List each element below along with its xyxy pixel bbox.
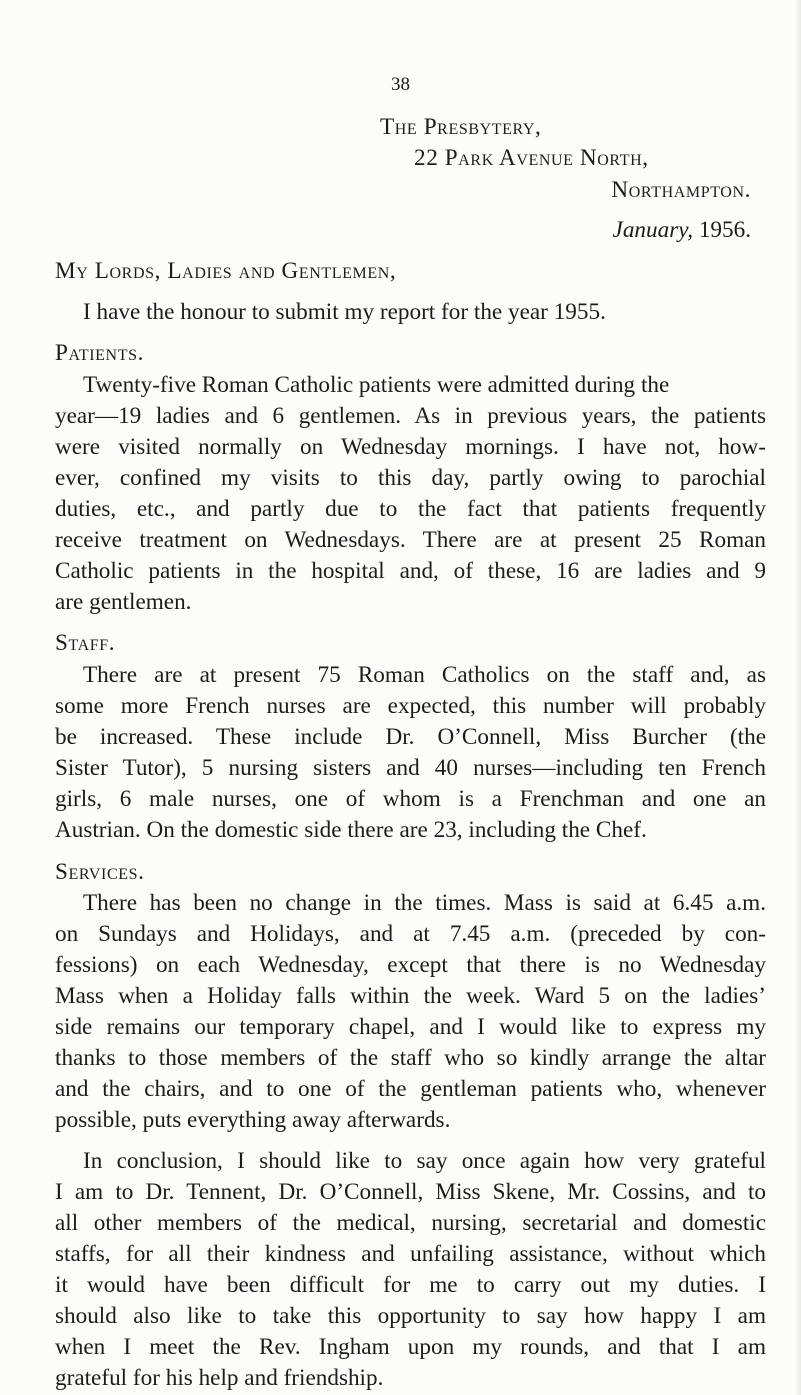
patients-line: are gentlemen. xyxy=(55,589,192,615)
patients-line: were visited normally on Wednesday mornings. I have not, how- xyxy=(55,434,766,460)
patients-line: year—19 ladies and 6 gentlemen. As in previous years, the patients xyxy=(55,403,766,429)
date-year: 1956. xyxy=(698,217,751,243)
staff-line: girls, 6 male nurses, one of whom is a Frenchman and one an xyxy=(55,786,766,812)
services-line: possible, puts everything away afterwards. xyxy=(55,1107,451,1133)
intro-text: I have the honour to submit my report for the year 1955. xyxy=(83,299,606,325)
staff-line: Austrian. On the domestic side there are 23, including the Chef. xyxy=(55,817,647,843)
conclusion-line: it would have been difficult for me to carry out my duties. I xyxy=(55,1272,766,1298)
page-edge-shadow xyxy=(795,0,801,1395)
services-line: and the chairs, and to one of the gentleman patients who, whenever xyxy=(55,1076,766,1102)
conclusion-line: staffs, for all their kindness and unfailing assistance, without which xyxy=(55,1241,766,1267)
conclusion-line: In conclusion, I should like to say once again how very grateful xyxy=(83,1148,766,1174)
conclusion-line: grateful for his help and friendship. xyxy=(55,1365,384,1391)
section-heading-services: Services. xyxy=(55,859,145,885)
services-line: side remains our temporary chapel, and I would like to express my xyxy=(55,1014,766,1040)
patients-line: Twenty-five Roman Catholic patients were admitted during the xyxy=(83,372,670,398)
section-heading-staff: Staff. xyxy=(55,630,116,656)
address-line-3: Northampton. xyxy=(611,177,751,203)
patients-line: receive treatment on Wednesdays. There are at present 25 Roman xyxy=(55,527,766,553)
services-line: thanks to those members of the staff who so kindly arrange the altar xyxy=(55,1045,766,1071)
patients-line: duties, etc., and partly due to the fact that patients frequently xyxy=(55,496,766,522)
staff-line: some more French nurses are expected, this number will probably xyxy=(55,693,766,719)
staff-line: There are at present 75 Roman Catholics on the staff and, as xyxy=(83,662,766,688)
services-line: There has been no change in the times. Mass is said at 6.45 a.m. xyxy=(83,890,766,916)
salutation: My Lords, Ladies and Gentlemen, xyxy=(55,258,397,284)
services-line: Mass when a Holiday falls within the week. Ward 5 on the ladies’ xyxy=(55,983,766,1009)
section-heading-patients: Patients. xyxy=(55,340,144,366)
services-line: fessions) on each Wednesday, except that there is no Wednesday xyxy=(55,952,766,978)
conclusion-line: I am to Dr. Tennent, Dr. O’Connell, Miss Skene, Mr. Cossins, and to xyxy=(55,1179,766,1205)
letter-date xyxy=(613,215,751,246)
staff-line: be increased. These include Dr. O’Connell, Miss Burcher (the xyxy=(55,724,766,750)
date-month: January, xyxy=(612,217,694,243)
patients-line: ever, confined my visits to this day, partly owing to parochial xyxy=(55,465,766,491)
address-line-2: 22 Park Avenue North, xyxy=(414,145,649,171)
patients-line: Catholic patients in the hospital and, of these, 16 are ladies and 9 xyxy=(55,558,766,584)
staff-line: Sister Tutor), 5 nursing sisters and 40 nurses—including ten French xyxy=(55,755,766,781)
address-line-1: The Presbytery, xyxy=(380,114,542,140)
services-line: on Sundays and Holidays, and at 7.45 a.m. (preceded by con- xyxy=(55,921,766,947)
conclusion-line: when I meet the Rev. Ingham upon my rounds, and that I am xyxy=(55,1334,766,1360)
conclusion-line: should also like to take this opportunity to say how happy I am xyxy=(55,1303,766,1329)
page-number: 38 xyxy=(391,74,410,95)
conclusion-line: all other members of the medical, nursing, secretarial and domestic xyxy=(55,1210,766,1236)
